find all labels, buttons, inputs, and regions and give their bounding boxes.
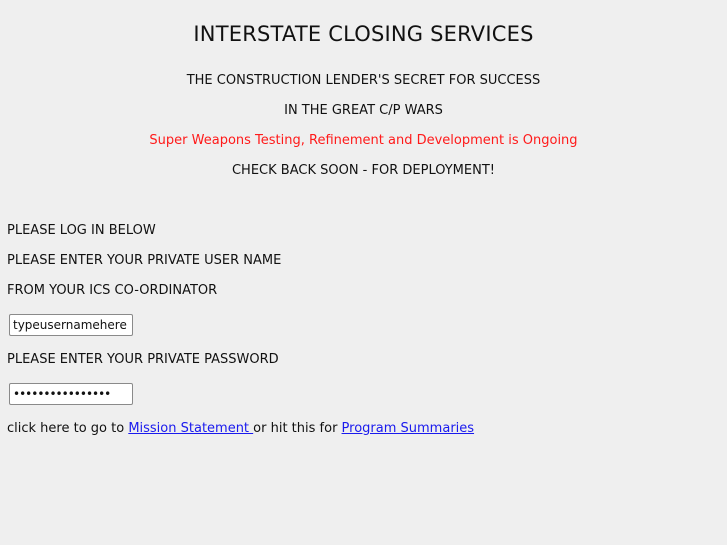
- program-summaries-link[interactable]: Program Summaries: [341, 421, 475, 436]
- tagline-wars: IN THE GREAT C/P WARS: [284, 103, 443, 118]
- username-source-note: FROM YOUR ICS CO-ORDINATOR: [7, 283, 218, 298]
- login-intro: PLEASE LOG IN BELOW: [7, 223, 156, 238]
- page-title: INTERSTATE CLOSING SERVICES: [193, 22, 534, 46]
- tagline-check-back: CHECK BACK SOON - FOR DEPLOYMENT!: [231, 163, 495, 178]
- tagline-secret: THE CONSTRUCTION LENDER'S SECRET FOR SUCCESS: [186, 73, 541, 88]
- password-prompt: PLEASE ENTER YOUR PRIVATE PASSWORD: [7, 352, 279, 367]
- username-prompt: PLEASE ENTER YOUR PRIVATE USER NAME: [7, 253, 282, 268]
- mission-statement-link[interactable]: Mission Statement: [128, 421, 254, 436]
- development-notice: Super Weapons Testing, Refinement and Development is Ongoing: [149, 133, 578, 148]
- password-input[interactable]: [9, 383, 133, 405]
- username-input[interactable]: [9, 314, 133, 336]
- footer-prefix-text: click here to go to: [7, 421, 129, 436]
- footer-links: [7, 421, 474, 436]
- footer-middle-text: or hit this for: [253, 421, 342, 436]
